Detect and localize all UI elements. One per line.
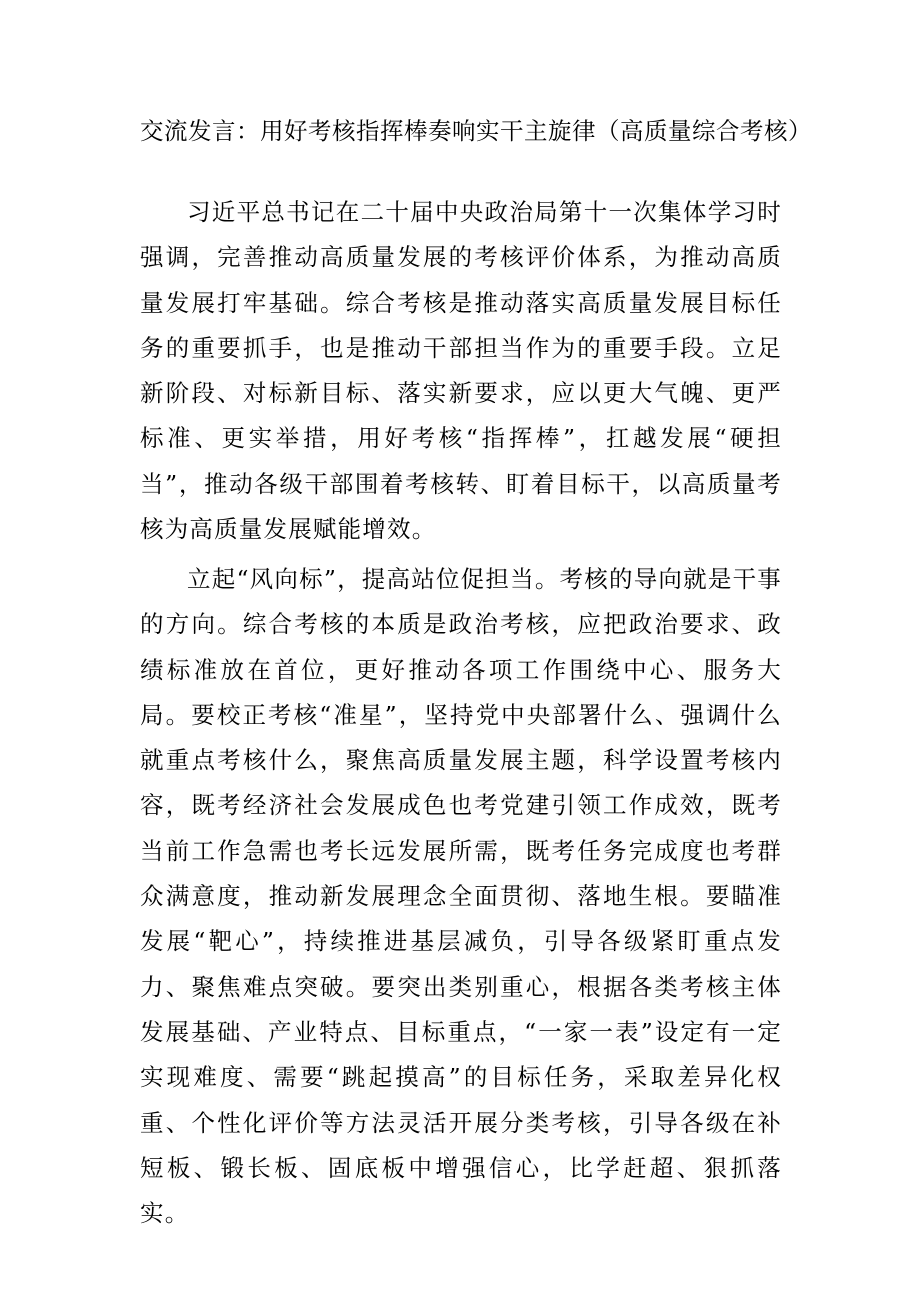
paragraph-intro: 习近平总书记在二十届中央政治局第十一次集体学习时强调，完善推动高质量发展的考核评价体系，为推动高质量发展打牢基础。综合考核是推动落实高质量发展目标任务的重要抓手，也是推动干部担当作为的重要手段。立足新阶段、对标新目标、落实新要求，应以更大气魄、更严标准、更实举措，用好考核“指挥棒”，扛越发展“硬担当”，推动各级干部围着考核转、盯着目标干，以高质量考核为高质量发展赋能增效。 [140,198,782,544]
document-title: 交流发言：用好考核指挥棒奏响实干主旋律（高质量综合考核） [140,117,812,145]
paragraph-wind-vane: 立起“风向标”，提高站位促担当。考核的导向就是干事的方向。综合考核的本质是政治考核，应把政治要求、政绩标准放在首位，更好推动各项工作围绕中心、服务大局。要校正考核“准星”，坚持党中央部署什么、强调什么就重点考核什么，聚焦高质量发展主题，科学设置考核内容，既考经济社会发展成色也考党建引领工作成效，既考当前工作急需也考长远发展所需，既考任务完成度也考群众满意度，推动新发展理念全面贯彻、落地生根。要瞄准发展“靶心”，持续推进基层减负，引导各级紧盯重点发力、聚焦难点突破。要突出类别重心，根据各类考核主体发展基础、产业特点、目标重点，“一家一表”设定有一定实现难度、需要“跳起摸高”的目标任务，采取差异化权重、个性化评价等方法灵活开展分类考核，引导各级在补短板、锻长板、固底板中增强信心，比学赶超、狠抓落实。 [140,565,782,1228]
